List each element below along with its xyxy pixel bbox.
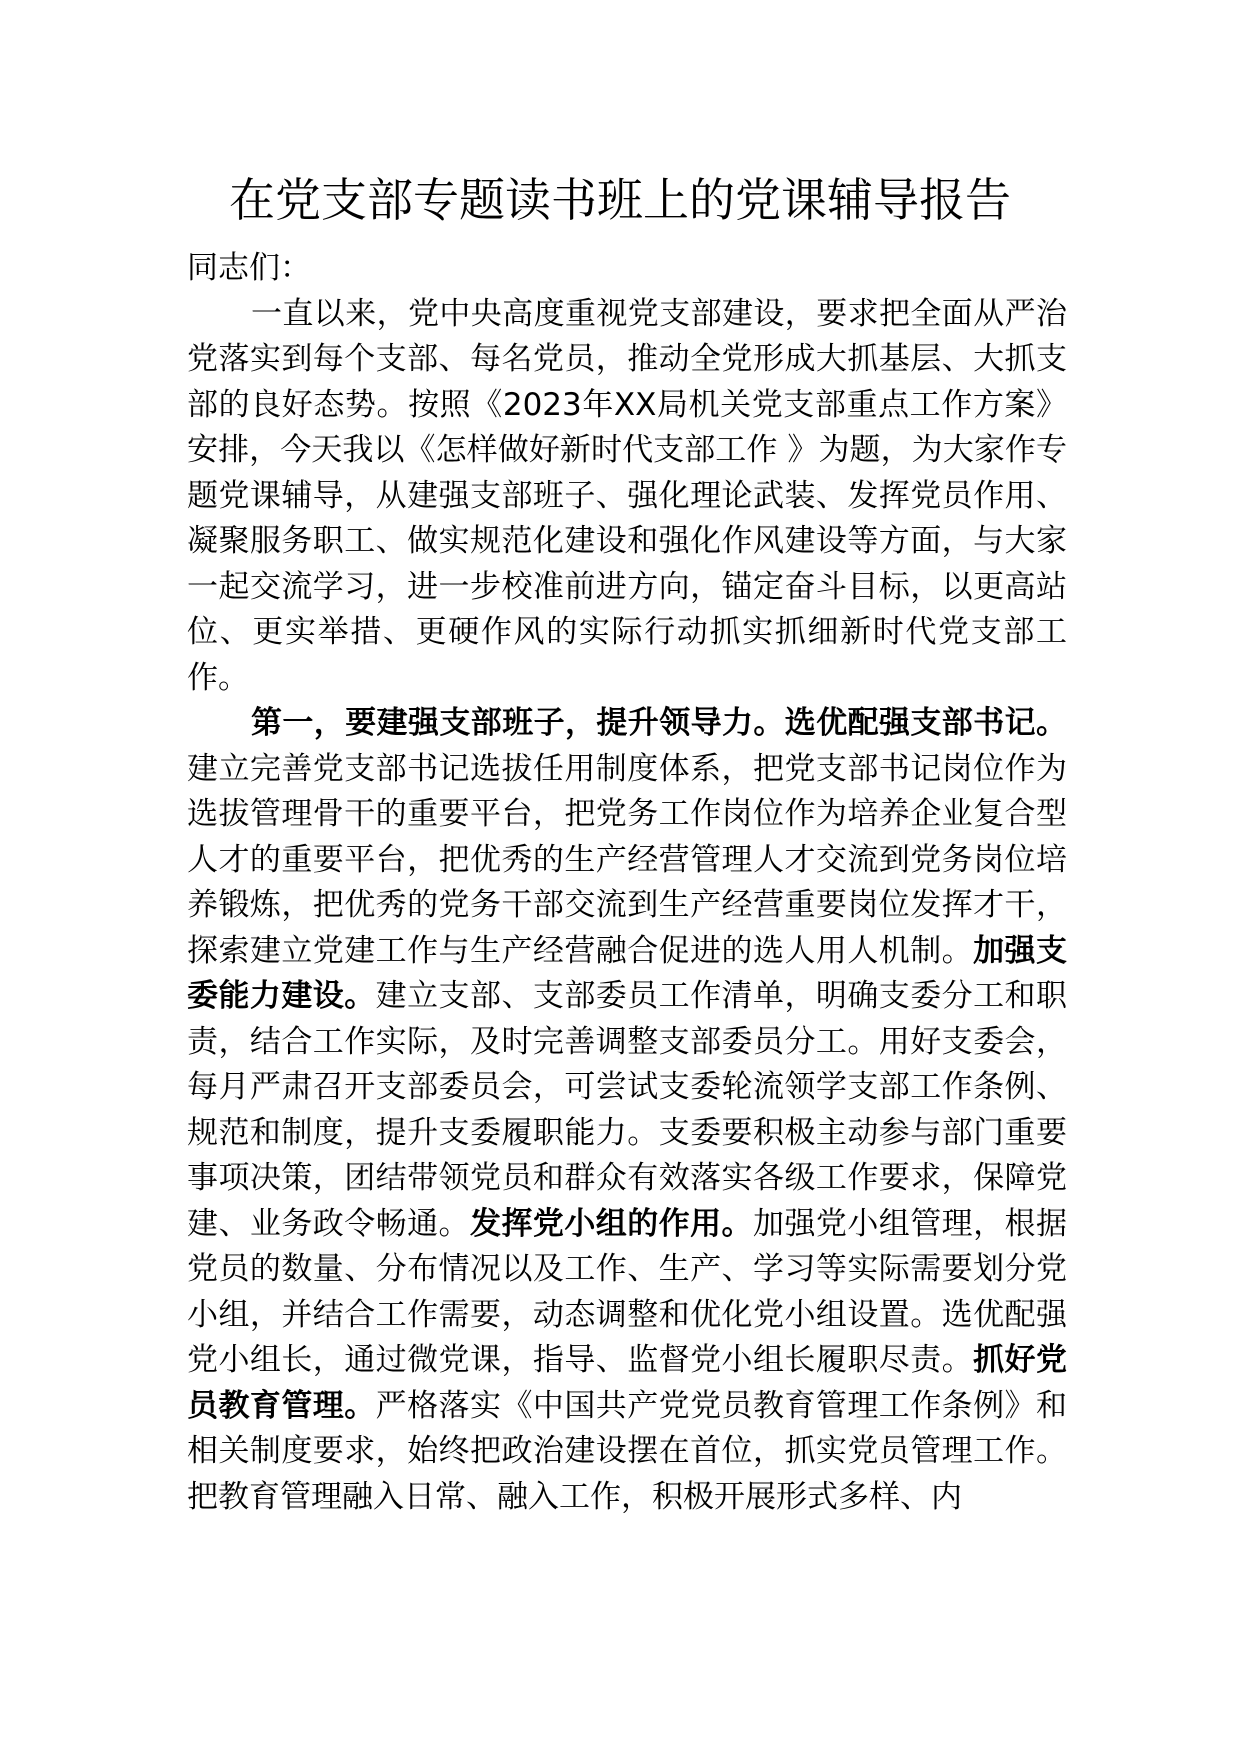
paragraph-text: 加强党小组管理，根据党员的数量、分布情况以及工作、生产、学习等实际需要划分党小组，并结合工作需要，动态调整和优化党小组设置。选优配强党小组长，通过微党课，指导、监督党小组长履职尽责。 [187, 1205, 1067, 1378]
paragraph-text: 建立完善党支部书记选拔任用制度体系，把党支部书记岗位作为选拔管理骨干的重要平台，把党务工作岗位作为培养企业复合型人才的重要平台，把优秀的生产经营管理人才交流到党务岗位培养锻炼，把优秀的党务干部交流到生产经营重要岗位发挥才干，探索建立党建工作与生产经营融合促进的选人用人机制。 [187, 750, 1067, 969]
subsection-heading: 加强支委能力建设。 [187, 932, 1067, 1014]
document-title: 在党支部专题读书班上的党课辅导报告 [229, 173, 1011, 227]
document-body [187, 246, 1067, 1520]
paragraph-intro [187, 292, 1067, 702]
section-heading: 第一，要建强支部班子，提升领导力。选优配强支部书记。 [251, 705, 1067, 741]
paragraph-section-one [187, 701, 1067, 1520]
subsection-heading: 抓好党员教育管理。 [187, 1342, 1067, 1424]
paragraph-text: 一直以来，党中央高度重视党支部建设，要求把全面从严治党落实到每个支部、每名党员，推动全党形成大抓基层、大抓支部的良好态势。按照《2023年XX局机关党支部重点工作方案》安排，今天我以《怎样做好新时代支部工作 》为题，为大家作专题党课辅导，从建强支部班子、强化理论武装、发挥党员作用、凝聚服务职工、做实规范化建设和强化作风建设等方面，与大家一起交流学习，进一步校准前进方向，锚定奋斗目标，以更高站位、更实举措、更硬作风的实际行动抓实抓细新时代党支部工作。 [187, 295, 1067, 696]
paragraph-text: 建立支部、支部委员工作清单，明确支委分工和职责，结合工作实际，及时完善调整支部委员分工。用好支委会，每月严肃召开支部委员会，可尝试支委轮流领学支部工作条例、规范和制度，提升支委履职能力。支委要积极主动参与部门重要事项决策，团结带领党员和群众有效落实各级工作要求，保障党建、业务政令畅通。 [187, 978, 1068, 1242]
paragraph-text: 严格落实《中国共产党党员教育管理工作条例》和相关制度要求，始终把政治建设摆在首位，抓实党员管理工作。把教育管理融入日常、融入工作，积极开展形式多样、内 [187, 1387, 1068, 1515]
subsection-heading: 发挥党小组的作用。 [470, 1205, 753, 1242]
salutation: 同志们： [187, 250, 311, 286]
